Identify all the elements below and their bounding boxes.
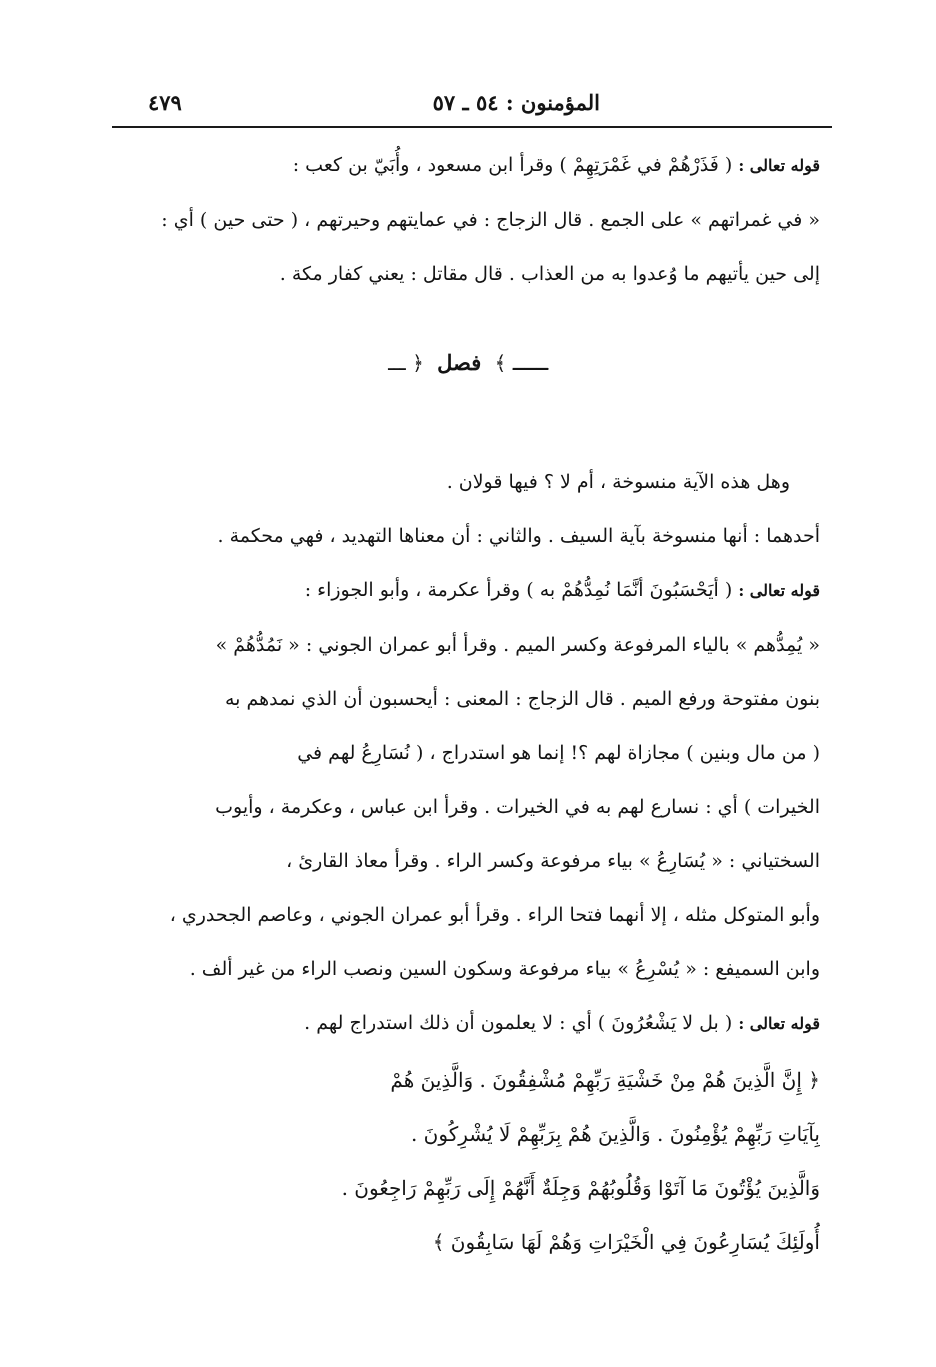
quran-verses bbox=[120, 1053, 820, 1269]
section-title: فصل bbox=[437, 350, 482, 375]
text-line bbox=[120, 563, 820, 618]
text-line: « يُمِدُّهم » بالياء المرفوعة وكسر الميم . وقرأ أبو عمران الجوني : « نَمُدُّهُمْ » bbox=[215, 634, 820, 656]
text-line: أحدهما : أنها منسوخة بآية السيف . والثاني : أن معناها التهديد ، فهي محكمة . bbox=[217, 525, 820, 547]
text-line: ( من مال وبنين ) مجازاة لهم ؟! إنما هو استدراج ، ( نُسَارِعُ لهم في bbox=[297, 742, 820, 764]
quran-line: بِآيَاتِ رَبِّهِمْ يُؤْمِنُونَ . وَالَّذِينَ هُمْ بِرَبِّهِمْ لَا يُشْرِكُونَ . bbox=[410, 1122, 820, 1146]
text-line: إلى حين يأتيهم ما وُعدوا به من العذاب . قال مقاتل : يعني كفار مكة . bbox=[279, 263, 820, 285]
text-line: السختياني : « يُسَارِعُ » بياء مرفوعة وكسر الراء . وقرأ معاذ القارئ ، bbox=[286, 850, 820, 872]
text-line: وهل هذه الآية منسوخة ، أم لا ؟ فيها قولان . bbox=[446, 471, 790, 493]
header-rule bbox=[112, 126, 832, 128]
verse-lead: قوله تعالى : bbox=[738, 156, 820, 175]
text-line: وابن السميفع : « يُسْرِعُ » بياء مرفوعة وسكون السين ونصب الراء من غير ألف . bbox=[189, 958, 820, 980]
verse-lead: قوله تعالى : bbox=[738, 581, 820, 600]
text-line: وأبو المتوكل مثله ، إلا أنهما فتحا الراء . وقرأ أبو عمران الجوني ، وعاصم الجحدري ، bbox=[169, 904, 820, 926]
page-number: ٤٧٩ bbox=[148, 90, 182, 115]
ornament-left: ﴿ ـــ bbox=[388, 351, 424, 375]
text-line bbox=[120, 138, 820, 193]
ornament-right: ـــ ﴾ bbox=[494, 351, 548, 375]
text-line bbox=[120, 996, 820, 1051]
text-line: بنون مفتوحة ورفع الميم . قال الزجاج : المعنى : أيحسبون أن الذي نمدهم به bbox=[224, 688, 820, 710]
text-line: الخيرات ) أي : نسارع لهم به في الخيرات . وقرأ ابن عباس ، وعكرمة ، وأيوب bbox=[215, 796, 820, 818]
line-text: ( بل لا يَشْعُرُونَ ) أي : لا يعلمون أن ذلك استدراج لهم . bbox=[304, 1012, 733, 1034]
quran-line: وَالَّذِينَ يُؤْتُونَ مَا آتَوْا وَقُلُوبُهُمْ وَجِلَةٌ أَنَّهُمْ إِلَى رَبِّهِمْ رَاجِعُونَ . bbox=[341, 1176, 820, 1200]
verse-lead: قوله تعالى : bbox=[738, 1014, 820, 1033]
section-heading bbox=[0, 350, 936, 390]
quran-line: ﴿ إِنَّ الَّذِينَ هُمْ مِنْ خَشْيَةِ رَبِّهِمْ مُشْفِقُونَ . وَالَّذِينَ هُمْ bbox=[390, 1068, 820, 1092]
commentary-block-2 bbox=[120, 455, 820, 1051]
commentary-block-1 bbox=[120, 138, 820, 301]
line-text: ( أيَحْسَبُونَ أنَّمَا نُمِدُّهُمْ به ) وقرأ عكرمة ، وأبو الجوزاء : bbox=[304, 579, 733, 601]
text-line: « في غمراتهم » على الجمع . قال الزجاج : في عمايتهم وحيرتهم ، ( حتى حين ) أي : bbox=[161, 209, 820, 231]
quran-line: أُولَئِكَ يُسَارِعُونَ فِي الْخَيْرَاتِ وَهُمْ لَهَا سَابِقُونَ ﴾ bbox=[432, 1230, 820, 1254]
running-title: المؤمنون : ٥٤ ـ ٥٧ bbox=[432, 90, 600, 115]
page-header bbox=[112, 86, 832, 126]
line-text: ( فَذَرْهُمْ في غَمْرَتِهِمْ ) وقرأ ابن مسعود ، وأُبَيّ بن كعب : bbox=[292, 154, 733, 176]
